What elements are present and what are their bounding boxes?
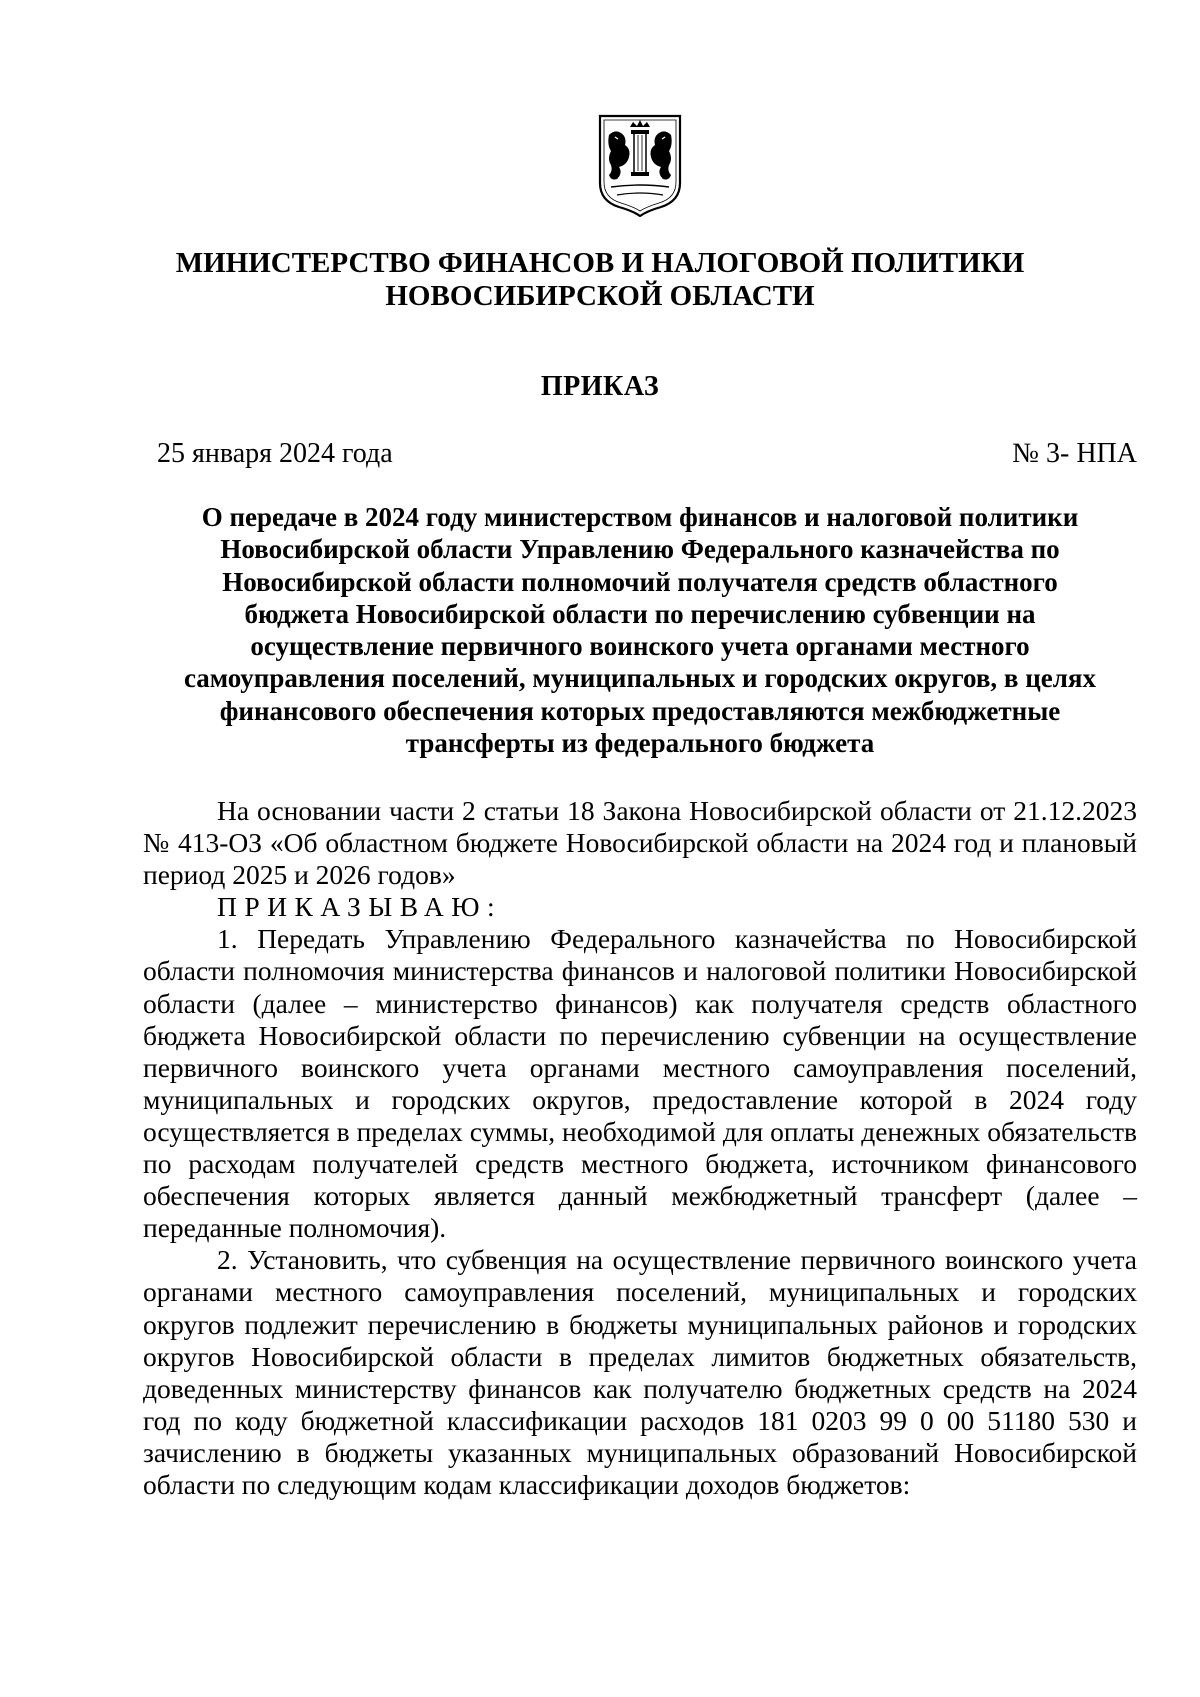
subject-line: бюджета Новосибирской области по перечислению субвенции на — [244, 598, 1036, 629]
ministry-name-line1: МИНИСТЕРСТВО ФИНАНСОВ И НАЛОГОВОЙ ПОЛИТИКИ — [175, 247, 1025, 279]
order-subject — [140, 501, 1140, 759]
ministry-name-line2: НОВОСИБИРСКОЙ ОБЛАСТИ — [385, 280, 815, 312]
subject-line: Новосибирской области Управлению Федерального казначейства по — [220, 534, 1060, 565]
order-title: ПРИКАЗ — [540, 371, 660, 402]
subject-line: Новосибирской области полномочий получателя средств областного — [222, 566, 1058, 597]
order-word: ПРИКАЗЫВАЮ: — [217, 891, 503, 923]
item-1-paragraph: 1. Передать Управлению Федерального казначейства по Новосибирской области полномочия министерства финансов и налоговой политики Новосибирской области (далее – министерство финансов) как получателя средств областного бюджета Новосибирской области по перечислению субвенции на осуществление первичного воинского учета органами местного самоуправления поселений, муниципальных и городских округов, предоставление которой в 2024 году осуществляется в пределах суммы, необходимой для оплаты денежных обязательств по расходам получателей средств местного бюджета, источником финансового обеспечения которых является данный межбюджетный трансферт (далее – переданные полномочия). — [143, 923, 1137, 1244]
order-date: 25 января 2024 года — [157, 438, 393, 469]
subject-line: самоуправления поселений, муниципальных и городских округов, в целях — [183, 663, 1097, 694]
ministry-name — [140, 247, 1060, 313]
subject-line: О передаче в 2024 году министерством финансов и налоговой политики — [201, 502, 1079, 532]
order-number: № 3- НПА — [1012, 438, 1137, 469]
subject-line: трансферты из федерального бюджета — [405, 728, 875, 759]
order-body — [143, 795, 1137, 1501]
item-2-paragraph: 2. Установить, что субвенция на осуществление первичного воинского учета органами местного самоуправления поселений, муниципальных и городских округов подлежит перечислению в бюджеты муниципальных районов и городских округов Новосибирской области в пределах лимитов бюджетных обязательств, доведенных министерству финансов как получателю бюджетных средств на 2024 год по коду бюджетной классификации расходов 181 0203 99 0 00 51180 530 и зачислению в бюджеты указанных муниципальных образований Новосибирской области по следующим кодам классификации доходов бюджетов: — [143, 1244, 1137, 1500]
subject-line: осуществление первичного воинского учета органами местного — [250, 631, 1030, 662]
coat-of-arms-icon — [597, 113, 683, 217]
subject-line: финансового обеспечения которых предоставляются межбюджетные — [219, 695, 1061, 726]
basis-paragraph: На основании части 2 статьи 18 Закона Новосибирской области от 21.12.2023 № 413-ОЗ «Об областном бюджете Новосибирской области на 2024 год и плановый период 2025 и 2026 годов» — [143, 795, 1137, 891]
